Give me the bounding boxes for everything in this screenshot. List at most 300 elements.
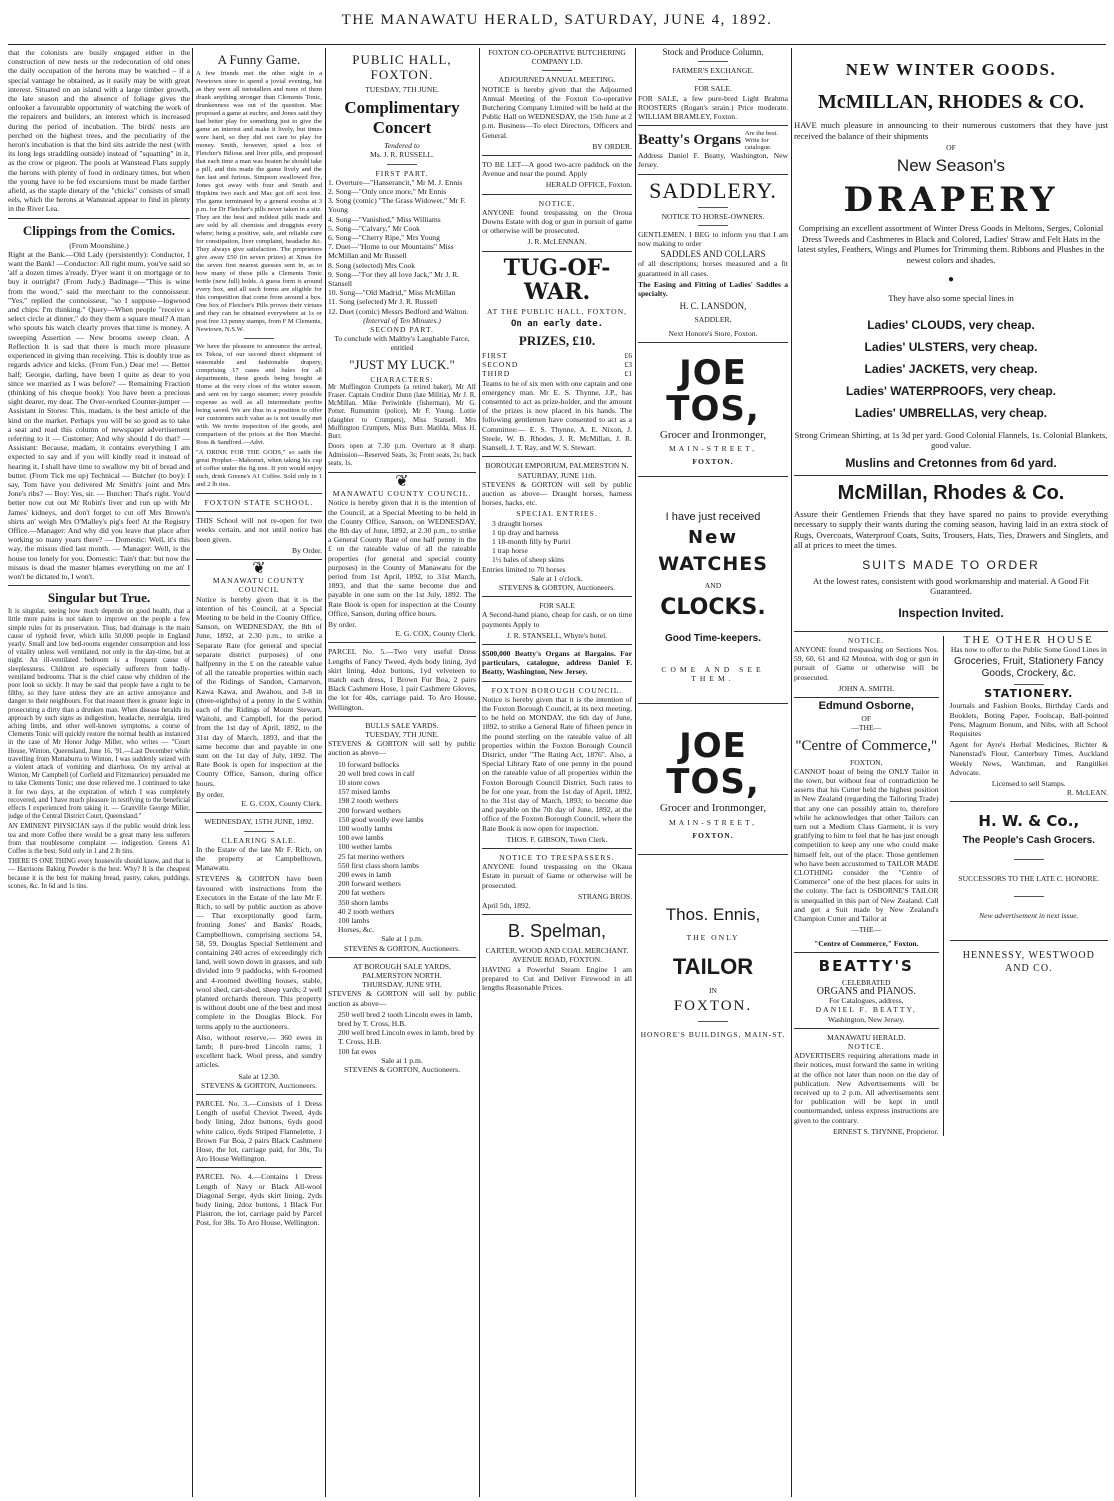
lansdon-address: Next Honore's Store, Foxton. (668, 328, 758, 338)
suits-made: SUITS MADE TO ORDER (862, 557, 1040, 572)
foxton-3: FOXTON. (673, 997, 753, 1014)
osborne-title: Edmund Osborne, (818, 700, 914, 713)
palmerston-sign: STEVENS & GORTON, Auctioneers. (343, 1065, 461, 1075)
list-item: 198 2 tooth wethers (338, 796, 399, 806)
singular-body: It is singular, seeing how much depends on good health, that a little more pains is not taken to improve on the people a few simple rules for its preservation. Thus, bad drainage is the main cause of typhoid fever, which kills 50,000 people in England yearly. Small and low bed-rooms engender consumption and loss of vitality unless well ventilated, not only in the day-time, but at night. An ill-ventilated bedroom is a frequent cause of sleeplessness. Children are especially sufferers from badly-ventilated bedrooms. That is the chief cause why children of the poor look so sickly. It may be said that people have a right to be filthy, so they have unless they are an active annoyance and danger to their neighbours. For that reason there is greater logic in prosecuting a dirty than a drunken man. When disease heralds its approach by such signs as indigestion, headache, neuralgia, tired aching limbs, and other well-known symptoms, a course of Clements Tonic will quickly restore the normal health as instanced in the case of Mr Honor Judge Miller, who writes — "Court House, Winton, Queensland, June 16, '91.—Last December while travelling from Muttaburra to Winton, I was suddenly seized with a violent attack of vomiting and diarrhoea. On my arrival at Winton, Mr Campbell (of Corfield and Fitzmaurice) persuaded me to take Clements Tonic; one dose relieved me. I continued to take it for two days, at the expiration of which I was completely recovered, and I have much pleasure in testifying to the beneficial effects I experienced from taking it. — Granville George Miller, judge of the Central District Court, Queensland." (8, 608, 190, 821)
other-house-title: THE OTHER HOUSE (963, 633, 1094, 646)
ennis-title: Thos. Ennis, (665, 905, 761, 925)
list-item: 200 ewes in lamb (338, 870, 392, 880)
divider (638, 703, 788, 704)
roosters-ad: FOR SALE, a few pure-bred Light Brahma ROOSTERS (Rogan's strain.) Price moderate. WILLIAM BRAMLEY, Foxton. (638, 93, 788, 122)
top-rule (8, 44, 1106, 45)
arrival-notice: We have the pleasure to announce the arrival, ex Tekoa, of our second direct shipment of seasonable and fashionable drapery, comprising 17 cases and bales for all departments, these goods being bought at Home at the very close of the winter season, and sent on by cargo steamer; every possible expense as well as all intermediate profits being saved. We are thus in a position to offer our customers such value as is not usually met with. We invite inspection of the goods, and comparison of the prices at the Bon Marché. Ross & Sandford.—Advt. (196, 343, 322, 446)
herald-title: MANAWATU HERALD. (827, 1032, 906, 1042)
honoree: Ms. J. R. RUSSELL. (370, 150, 434, 160)
coop-sub: ADJOURNED ANNUAL MEETING. (498, 75, 616, 85)
list-item: 100 wether lambs (338, 842, 392, 852)
list-item: 10 forward bullocks (338, 759, 400, 769)
divider (244, 338, 274, 339)
daniel-beatty: DANIEL F. BEATTY, (815, 1005, 917, 1015)
list-item: 157 mixed lambs (338, 787, 391, 797)
coop-title: FOXTON CO-OPERATIVE BUTCHERING COMPANY LD. (488, 48, 626, 67)
divider (698, 1021, 728, 1022)
physician-ad: AN EMINENT PHYSICIAN says if the public would drink less tea and more Coffee there would be a great many less sufferers from that troublesome complaint — indigestion. Greens A1 Coffee is the best. Sold only in 1 and 2 lb tins. (8, 823, 190, 856)
main-street: MAIN-STREET, (669, 444, 757, 454)
washington: Washington, New Jersey. (828, 1014, 905, 1024)
clippings-body: Right at the Bank.—Old Lady (persistently): Conductor, I want the Bank! —Conductor: All right mum, you've said so 'alf a dozen times a'ready. D'yer want it on mortgage or to buy it outright? (From Judy.) Badinage—"This is wine from the wood," said the merchant to the connoisseur. "Yes," replied the connoisseur, "so I suppose—logwood and chips. I'm thinking." Query—When people "receive a select circle at dinner," do they them a square meal? A man who spouts his watch clearly proves that time is money. A sweeping Assertion — New brooms sweep clean. A Reflection It is sad that there is much more pleasure experienced in giving than receiving. This is doubly true as regards advice and kicks. (From Fun.) Dear me! — Better half; Georgie, darling, have been I quite as dear to you since we married as I was before? — Remaining Fraction (thinking of his cheque book): You have been a precious sight dearer, my dear. The Over-worked Counter-jumper — Assistant in Stores: This, madam, is the best article of the kind on the market. Perhaps you will be so good as to take a seat and read this column of newspaper advertisement referring to it — Customer; And why should I do that? — Assistant: Because, madam, it contains everything I am expected to say and if you will kindly read it instead of hearing it, I shall have time to swallow my bit of bread and butter. (From Tick me up) Technical — Butcher (to boy): I say, Tom have you delivered Mr Smith's joint and Mrs Jone's ribs? — Boy: Yes, sir. — Butcher: That's right. You'd better now cut out Mr Robin's liver and run up with Mr James' kidneys, and don't forget to cut off Mrs Brown's shirts an' weigh Mrs O'Malley's pig's feet! At the Registry Office.—Manager: And why did you leave that place after working so many years there? — Domestic: Well, it's this way, the missus died last month. — Manager: Well, is the house too lonely for you. Domestic: Tain't that: but now the missus is dead the master blames everything on me an' I won't be dictated to, I won't. (8, 249, 190, 581)
successors: SUCCESSORS TO THE LATE C. HONORE. (958, 874, 1100, 884)
bullet-icon: ● (947, 274, 955, 286)
clippings-source: (From Moonshine.) (69, 240, 129, 250)
new-season: New Season's (896, 156, 1006, 176)
parcel-3-ad: PARCEL No. 3.—Consists of 1 Dress Length of useful Cheviot Tweed, 4yds body lining, 2doz buttons, 6yds good white calico, 6yds Striped Flannelette, 1 Brown Fur Boa, 2 pairs Black Cashmere Hose, the lot, carriage paid, for 30s, To Aro House Wellington. (196, 1098, 322, 1164)
divider (1014, 896, 1044, 897)
divider (698, 61, 728, 62)
hennessy-title: HENNESSY, WESTWOOD AND CO. (962, 949, 1095, 974)
column-5 (638, 48, 788, 1497)
parcel-5-ad: PARCEL No. 5.—Two very useful Dress Lengths of Fancy Tweed, 4yds body lining, 3yd skirt lining, 4doz buttons, 1yd velveteen to match each dress, 1 Brown Fur Boa, 2 pairs Black Cashmere Hose, 1 pair Cashmere Gloves, the lot for 40s, carriage paid. To Aro House, Wellington. (328, 647, 476, 712)
palmerston-date: THURSDAY, JUNE 9TH. (362, 980, 442, 990)
divider (8, 218, 190, 219)
mcmillan-title-2: McMillan, Rhodes & Co. (837, 481, 1065, 504)
doors-info: Doors open at 7.30 p.m. Overture at 8 sharp. Admission—Reserved Seats, 3s; Front seats, 2s; back seats, 1s. (328, 443, 476, 467)
list-item: 1 18-month filly by Purirí (492, 536, 571, 546)
programme-item: 7. Duet—"Home to our Mountains" Miss McMillan and Mr Russell (328, 242, 454, 261)
new-winter-goods: NEW WINTER GOODS. (845, 60, 1057, 79)
for-sale-body: A Second-hand piano, cheap for cash, or on time payments Apply to (482, 610, 632, 629)
emporium-title: BOROUGH EMPORIUM, PALMERSTON N. (485, 461, 629, 471)
emporium-date: SATURDAY, JUNE 11th. (517, 470, 597, 480)
palmerston-intro: STEVENS & GORTON will sell by public auction as above— (328, 989, 476, 1008)
divider (8, 585, 190, 586)
divider (638, 854, 788, 855)
osborne-of: OF (861, 714, 872, 724)
lower-left-ads (794, 636, 943, 1136)
divider (328, 716, 476, 717)
exchange-title: FARMER'S EXCHANGE. (672, 66, 754, 76)
easing-note: The Easing and Fitting of Ladies' Saddles a specialty. (638, 279, 788, 299)
time-keepers: Good Time-keepers. (665, 632, 761, 644)
special-entries-title: SPECIAL ENTRIES. (516, 509, 598, 519)
divider (698, 207, 728, 208)
heron-article: that the colonists are busily engaged either in the construction of new nests or the redecoration of old ones the daily occupation of the herons may be watched – if a special vantage be obtained, as it easily may be with great interest. Situated on an island with a large timber growth, the late season and the absence of foliage gives the onlooker a favourable opportunity of watching the work of the repairers and builders, an interest which is increased during the period of incubation. The birds' nests are perched on the highest trees, and the peculiarity of the heron's incubation is that the bird sits astride the nest (with its long legs straddling outside) instead of "squatting" in it, as the crow or pigeon. The pools at Wanstead Flats supply the herons with plenty of food in ordinary times, but when the young have to be fed excursions must be made farther afield, as the staple dietary of the "chicks" consists of small eels, which the herons at Wanstead appear to find in plenty in the River Lea. (8, 48, 190, 214)
divider (328, 957, 476, 958)
list-item: Horses, &c. (338, 925, 375, 935)
baking-powder-ad: THERE IS ONE THING every housewife should know, and that is — Harrisons Baking Powder is the best. Why? It is the cheapest because it is the best for making bread, pastry, cakes, puddings, scones, &c. In 6d and 1s tins. (8, 858, 190, 890)
spelman-body: HAVING a Powerful Steam Engine I am prepared to Cut and Deliver Firewood in all lengths Reasonable Prices. (482, 964, 632, 993)
clearing-intro: In the Estate of the late Mr F. Rich, on the property at Campbelltown, Manawatu. (196, 844, 322, 873)
divider (482, 644, 632, 645)
divider (387, 164, 417, 165)
stamps: Licensed to sell Stamps. (991, 779, 1066, 789)
council-title: MANAWATU COUNTY COUNCIL. (332, 489, 472, 499)
clippings-title: Clippings from the Comics. (22, 222, 176, 238)
clearing-sign: STEVENS & GORTON, Auctioneers. (200, 1080, 318, 1090)
spelman-sub: CARTER, WOOD AND COAL MERCHANT. (485, 946, 629, 956)
palmerston-sale: Sale at 1 p.m. (381, 1055, 423, 1065)
notice-body: ANYONE found trespassing on the Oroua Downs Estate with dog or gun in pursuit of game or otherwise will be prosecuted. (482, 207, 632, 236)
inspection-invited: Inspection Invited. (898, 605, 1004, 620)
special-entries-list (482, 519, 632, 565)
prize-row (482, 369, 632, 378)
parcel-4-ad: PARCEL No. 4.—Contains 1 Dress Length of Navy or Black All-wool Diagonal Serge, 4yds skirt lining, 2yds body lining, 2doz buttons, 1 Black Fur Plastron, the lot, carriage paid by Parcel Post, for 38s. To Aro House, Wellington. (196, 1172, 322, 1228)
trespass-body: ANYONE found trespassing on the Okaua Estate in pursuit of Game or otherwise will be prosecuted. (482, 862, 632, 890)
bulls-date: TUESDAY, 7TH JUNE. (365, 729, 439, 739)
coffee-ad: "A DRINK FOR THE GODS," so saith the great Prophet—Mahomet, when taking his cup of coffee under the fig tree. If you would enjoy such, drink Greene's A1 Coffee. Sold only in 1 and 2 lb tins. (196, 449, 322, 488)
bulls-intro: STEVENS & GORTON will sell by public auction as above— (328, 739, 476, 758)
beattys-title: BEATTY'S (818, 956, 914, 975)
programme-item: 10. Song—"Old Madrid," Miss McMillan (328, 288, 456, 298)
bulls-title: BULLS SALE YARDS. (365, 720, 439, 730)
to-let: TO BE LET—A good two-acre paddock on the Avenue and near the pound. Apply (482, 160, 632, 179)
first-part: FIRST PART. (375, 168, 429, 178)
groceries: Groceries, Fruit, Stationery Fancy Goods, Crockery, &c. (954, 656, 1104, 680)
council-sign: E. G. COX, County Clerk. (395, 629, 476, 639)
herald-notice: NOTICE. (847, 1041, 885, 1051)
divider (482, 251, 632, 252)
programme-item: 6. Song—"Cherry Ripe," Mrs Young (328, 233, 440, 243)
concert-date: TUESDAY, 7TH JUNE. (365, 85, 439, 94)
divider (196, 493, 322, 494)
divider (196, 1094, 322, 1095)
list-item: 1 tip dray and harness (492, 527, 559, 537)
come-see: COME AND SEE THEM. (661, 665, 765, 684)
osborne-the-2: —THE— (851, 925, 882, 935)
ladies-line: Ladies' JACKETS, very cheap. (864, 361, 1038, 376)
joe-tos-title-2: JOE TOS, (666, 726, 760, 803)
programme-item: 5. Song—"Calvary," Mr Cook (328, 223, 420, 233)
stationery-body: Journals and Fashion Books, Birthday Cards and Booklets, Boting Paper, Foolscap, Ball-pointed Pens, Magnum Bonum, and Nibs, with all School Requisites (949, 701, 1108, 739)
programme-list (328, 178, 476, 316)
list-item: 550 first class shorn lambs (338, 860, 419, 870)
list-item: 40 2 tooth wethers (338, 906, 395, 916)
divider (950, 801, 1108, 802)
programme-item: 9. Song—"For they all love Jack," Mr J. R. Stansell (328, 269, 460, 289)
clearing-date: WEDNESDAY, 15TH JUNE, 1892. (204, 817, 314, 827)
programme-item: 3. Song (comic) "The Grass Widower," Mr F. Young (328, 196, 466, 215)
entries-limit: Entries limited to 70 horses (482, 564, 566, 574)
foxton: FOXTON. (692, 457, 734, 467)
divider (638, 476, 788, 477)
comprising: Comprising an excellent assortment of Winter Dress Goods in Meltons, Serges, Colonial Dress Tweeds and Cashmeres in Black and Colored, Ladies' Straw and Felt Hats in the latest styles, Feathers, Wings and Plumes for Trimming them. Ribbons and Plushes in the newest colors and shades. (797, 223, 1105, 265)
agent-body: Agent for Ayre's Herbal Medicines, Richter & Nanenstad's Flour, Canterbury Times, Auckland Weekly News, Watchman, and Rangitikei Advocate. (949, 740, 1108, 777)
list-item: 200 forward wethers (338, 879, 401, 889)
celebrated: CELEBRATED (842, 977, 891, 987)
emporium-body: STEVENS & GORTON will sell by public auction as above— Draught horses, harness horses, hacks, etc. (482, 479, 632, 508)
beatty-organs-title: Beatty's Organs (638, 132, 741, 149)
lower-ads (794, 633, 1108, 1136)
beatty-organs-side: Are the best. Write for catalogue. (744, 130, 778, 152)
programme-item: 1. Overture—"Hanserancit," Mr M. J. Ennis (328, 177, 463, 187)
ladies-line: Ladies' UMBRELLAS, very cheap. (854, 405, 1048, 420)
council-sign: E. G. COX, County Clerk. (241, 799, 322, 809)
prize-amount: £1 (624, 369, 632, 379)
council-title: MANAWATU COUNTY COUNCIL (212, 576, 306, 595)
for-sale: FOR SALE. (694, 84, 732, 94)
divider (328, 642, 476, 643)
school-body: THIS School will not re-open for two weeks certain, and not until notice has been given. (196, 516, 322, 544)
auctioneer-sign: STEVENS & GORTON, Auctioneers. (498, 582, 616, 592)
council-body: Notice is hereby given that it is the intention of the Council, at a Special Meeting to be held in the County Office, Sanson, on WEDNESDAY, the 8th day of June, 1892, at 2.30 p.m., to strike a General County Rate of one half penny in the £ on the rateable value of all the rateable properties (for general and special county purposes) in the County of Manawatu for the period from 1st April, 1892, to 31st March, 1893, and that the same become due and payable in one sum on the 1st July, 1892. The Rate Book is open for inspection at the County Office, Sanson, during office hours. (328, 498, 476, 618)
prize-table (482, 351, 632, 379)
divider (638, 125, 788, 126)
programme-item: 4. Song—"Vanished," Miss Williams (328, 214, 441, 224)
palmerston-list (328, 1010, 476, 1056)
special-lines: They have also some special lines in (888, 293, 1014, 304)
prize-amount: £6 (624, 351, 632, 361)
osborne-the: —THE— (851, 723, 882, 733)
clearing-also: Also, without reserve,— 360 ewes in lamb; 8 pure-bred Lincoln rams; 1 excellent hack. Wool press, and sundry articles. (196, 1032, 322, 1070)
farce-title: "JUST MY LUCK." (349, 356, 455, 372)
column-1 (8, 48, 190, 1497)
programme-item: 11. Song (selected) Mr J. R. Russell (328, 297, 438, 307)
column-divider (479, 48, 480, 1497)
divider (482, 848, 632, 849)
borough-sign: THOS. F. GIBSON, Town Clerk. (506, 834, 608, 844)
saddles-collars: SADDLES AND COLLARS (660, 249, 766, 260)
programme-item: 8. Song (selected) Mrs Cook (328, 260, 416, 270)
prize-row (482, 351, 632, 360)
tug-of-war-title: TUG-OF-WAR. (503, 254, 611, 305)
divider (1014, 684, 1044, 685)
clocks-label: CLOCKS. (660, 594, 766, 620)
main-street-2: MAIN-STREET, (669, 817, 757, 827)
foxton-2: FOXTON. (692, 830, 734, 840)
council-by: By order. (196, 789, 225, 799)
divider (794, 631, 1108, 632)
tug-date: On an early date. (510, 318, 604, 329)
column-4 (482, 48, 632, 1497)
smith-notice-body: ANYONE found trespassing on Sections Nos. 59, 60, 61 and 62 Moutoa, with dog or gun in pursuit of Game or otherwise will be prosecuted. (794, 645, 939, 682)
muslins: Muslins and Cretonnes from 6d yard. (845, 455, 1057, 470)
divider (196, 511, 322, 512)
centre-of-commerce: "Centre of Commerce," (795, 737, 938, 754)
list-item: 100 fat ewes (338, 1046, 377, 1056)
hall-heading: PUBLIC HALL, FOXTON. (352, 52, 452, 82)
hw-title: H. W. & Co., (978, 812, 1080, 831)
divider (196, 812, 322, 813)
horse-owners-notice: NOTICE TO HORSE-OWNERS. (661, 211, 765, 221)
list-item: 200 well bred Lincoln ewes in lamb, bred by T. Cross, H.B. (338, 1028, 475, 1047)
divider (638, 174, 788, 175)
tendered: Tendered to (384, 141, 420, 151)
programme-item: 12. Duet (comic) Messrs Bedford and Walton. (328, 306, 469, 316)
divider (794, 475, 1108, 476)
column-divider (791, 48, 792, 1497)
bulls-sale: Sale at 1 p.m. (381, 934, 423, 944)
ladies-lines (794, 314, 1108, 424)
other-house-body: Has now to offer to the Public Some Good Lines in (950, 645, 1107, 655)
divider (482, 456, 632, 457)
divider (794, 1028, 939, 1029)
column-divider (192, 48, 193, 1497)
next-issue: New advertisement in next issue. (979, 910, 1079, 920)
divider (794, 697, 939, 698)
osborne-body: CANNOT boast of being the ONLY Tailor in the town, but without fear of contradiction he asserts that his Cutter held the highest position in New Zealand (regarding the Tailoring Trade) that any one can possibly attain to, therefore while he acknowledges that other Tailors can turn out a Medium Class Garment, it is very gratifying to him to feel that he has just enough competition to keep any one who could make himself felt, out of the place. Those gentlemen who have been accustomed to TAILOR MADE CLOTHING consider the "Centre of Commerce" one of the best places for suits in the colony. The fact is OSBORNE'S TAILOR is unequalled in this part of New Zealand. Call and get a Suit made by New Zealand's Champion Cutter and Tailor at (794, 766, 939, 924)
list-item: 200 fat wethers (338, 888, 385, 898)
ladies-line: Ladies' ULSTERS, very cheap. (864, 339, 1038, 354)
coop-sign: BY ORDER. (592, 141, 632, 151)
list-item: 100 lambs (338, 916, 370, 926)
list-item: 20 well bred cows in calf (338, 768, 415, 778)
borough-title: FOXTON BOROUGH COUNCIL. (491, 685, 623, 695)
school-sign: By Order. (292, 545, 322, 555)
council-body: Notice is hereby given that it is the intention of his Council, at a Special Meeting to be held in the County Office, Sanson, on WEDNESDAY, the 8th of June, 1892, at 2.30 p.m., to strike a Separate Rate (for general and special separate district purposes) of one halfpenny in the £ on the rateable value of all the rateable properties within each of the Ridings of Sandon, Carnarvon, Kawa Kawa, and Awahou, and 3-8 in (three-eighths) of a penny in the £ within each of the Ridings of Mount Stewart, Waitohi, and Campbell, for the period from the 1st day of April, 1892, to the 31st day of March, 1893, and that the same become due and payable in one sum on the 1st day of July, 1892. The Rate Book is open for inspection at the County Office, Sanson, during office hours. (196, 594, 322, 788)
the-only: THE ONLY (686, 933, 740, 943)
divider (542, 70, 572, 71)
school-title: FOXTON STATE SCHOOL. (204, 498, 314, 507)
second-part: SECOND PART. (370, 325, 434, 335)
trespass-title: NOTICE TO TRESPASSERS. (499, 853, 615, 863)
tailor-label: TAILOR (672, 954, 754, 980)
lansdon-name: H. C. LANSDON, (679, 301, 747, 312)
divider (482, 681, 632, 682)
stationery-title: STATIONERY. (984, 687, 1074, 701)
have-pleasure: HAVE much pleasure in announcing to their numerous customers that they have just received the balance of their shipments (794, 120, 1108, 141)
smith-sign: JOHN A. SMITH. (838, 683, 895, 693)
sale-time: Sale at 1 o'clock. (531, 573, 583, 583)
palmerston-title: AT BOROUGH SALE YARDS, PALMERSTON NORTH. (353, 961, 451, 981)
received: I have just received (665, 511, 761, 524)
column-3 (328, 48, 476, 1497)
list-item: 25 fat merino wethers (338, 851, 405, 861)
masthead: THE MANAWATU HERALD, SATURDAY, JUNE 4, 1892. (341, 12, 773, 28)
notice-sign: J. R. McLENNAN. (527, 237, 587, 247)
bulls-list (328, 760, 476, 935)
drapery-title: DRAPERY (843, 180, 1059, 221)
tug-location: AT THE PUBLIC HALL, FOXTON, (486, 306, 628, 316)
trespass-date: April 5th, 1892. (482, 901, 531, 911)
divider (698, 225, 728, 226)
list-item: 100 woolly lambs (338, 824, 393, 834)
notice-title: NOTICE. (538, 198, 576, 208)
clearing-body: STEVENS & GORTON have been favoured with instructions from the Executors in the Estate of the late Mr F. Rich, to sell by public auction as above— That exceptionally good farm, fronting Jones' and Banks' Roads, Campbelltown, comprising sections 54, 58, 59, Douglas Special Settlement and containing 240 acres of exceedingly rich land, well sown down in grasses, and sub divided into 9 paddocks, with 6-roomed and 4-roomed dwelling houses, stable, wool shed, cart-shed, sheep yards; 2 well planted orchards thereon. This property is without doubt one of the best and most complete in the Douglas Block. For terms apply to the auctioneers. (196, 874, 322, 1031)
list-item: 1 trap horse (492, 546, 528, 556)
strong-shirting: Strong Crimean Shirting, at 1s 3d per yard. Good Colonial Flannels, 1s. Colonial Blankets, good value. (794, 429, 1108, 451)
programme-item: 2. Song—"Only once more," Mr Ennis (328, 187, 447, 197)
divider (482, 194, 632, 195)
grocer-label-2: Grocer and Ironmonger, (659, 802, 767, 815)
mclean-sign: R. McLEAN. (1066, 788, 1108, 798)
divider (794, 952, 939, 953)
list-item: 3 draught horses (492, 518, 543, 528)
assure: Assure their Gentlemen Friends that they have spared no pains to provide everything necessary to supply their wants during the coming season, having laid in an extra stock of Rugs, Overcoats, Waterproof Coats, Suits, Trousers, Hats, Ties, Drawers and Singlets, and all at prices to meet the times. (794, 508, 1108, 551)
prize-label: FIRST (482, 351, 508, 361)
list-item: 150 good woolly ewe lambs (338, 814, 424, 824)
ladies-line: Ladies' WATERPROOFS, very cheap. (845, 383, 1057, 398)
organs-pianos: ORGANS and PIANOS. (816, 985, 916, 997)
divider (950, 940, 1108, 941)
saddlery-title: SADDLERY. (649, 177, 777, 203)
list-item: 1½ bales of sheep skins (492, 555, 564, 565)
prize-row (482, 360, 632, 369)
tug-prizes: PRIZES, £10. (518, 333, 596, 349)
osborne-foxton: FOXTON, (850, 757, 883, 767)
mcmillan-title: McMILLAN, RHODES & CO. (817, 91, 1085, 113)
spelman-title: B. Spelman, (507, 921, 607, 942)
divider (698, 79, 728, 80)
and-label: AND (704, 580, 722, 590)
new-label: New (688, 526, 738, 548)
prize-label: THIRD (482, 369, 511, 379)
for-sale-title: FOR SALE (539, 601, 575, 611)
column-6 (794, 48, 1108, 1497)
grocer-label: Grocer and Ironmonger, (659, 428, 767, 441)
borough-body: Notice is hereby given that it is the intention of the Foxton Borough Council, at its next meeting, to be held on MONDAY, the 6th day of June, 1892, to strike a General Rate of fifteen pence in the pound sterling on the rateable value of all properties within the Foxton Borough Council District, under "The Rating Act, 1876". Also, a Special Library Rate of one penny in the pound on the rateable value of all properties within the Foxton Borough Council District. Such rates to be for one year, from the 1st day of April, 1892, to the 31st day of March, 1893; to become due and payable on the 7th day of June, 1892, at the office of the Foxton Borough Council, where the Rate Book is now open for inspection. (482, 694, 632, 833)
in-label: IN (708, 986, 717, 996)
singular-title: Singular but True. (47, 590, 151, 606)
ladies-line: Ladies' CLOUDS, very cheap. (867, 317, 1035, 332)
divider (1014, 859, 1044, 860)
beatty-organs-ad (638, 130, 788, 151)
interval: (Interval of Ten Minutes.) (363, 315, 441, 325)
centre-of-commerce-2: "Centre of Commerce," Foxton. (814, 938, 919, 948)
crest-icon: ❦ (395, 472, 409, 490)
prize-label: SECOND (482, 360, 519, 370)
funny-game-title: A Funny Game. (217, 52, 301, 67)
divider (482, 596, 632, 597)
lowest-rates: At the lowest rates, consistent with good workmanship and material. A Good Fit Guaranteed. (813, 575, 1089, 597)
stock-title: Stock and Produce Column. (662, 48, 764, 57)
cash-grocers: The People's Cash Grocers. (962, 835, 1095, 847)
funny-game-body: A few friends met the other night in a Newtown store to spend a jovial evening, but as they were all teetotallers and none of them drank anything stronger than Clements Tonic, drunkenness was out of the question. Mac proposed a game at euchre, and Jones said they had better play for something just to give the game an interest and make it lively, but times were hard, so they did not care to play for money. Smith, however, spied a box of Fletcher's Bilious and liver pills, and proposed that each time a man was beaten he should take a pill, and this made the game lively and the fun fast and furious. Simpson swallowed five, Jones got away with four and Smith and Hopkins two each and Mac got off scot free. The game terminated by a general exodus at 3 p.m. for Dr Fletcher's pills never taken in a sitz. They are the best and mildest pills made and are sold by all chemists and druggists every where; being a positive, safe, and reliable cure for constipation, liver complaint, headache &c. They always give satisfaction. The proprietors give away £50 (in seven prizes) at Xmas for the seven first nearest guesses sent in, as to how many of these pills a Clements Tonic bottle (new full) holds. A guess form is around every box, and all such forms are eligible for this competition that come from around a box. One box of Fletcher's Pills proves their virtues and they can be obtained everywhere at 1s or post free 13 penny stamps, from F M Clements, Newtown, N.S.W. (196, 70, 322, 333)
smith-notice-title: NOTICE. (847, 635, 885, 645)
list-item: 250 well bred 2 tooth Lincoln ewes in lamb, bred by T. Cross, H.B. (338, 1009, 473, 1029)
saddlery-body: GENTLEMEN. I BEG to inform you that I am now making to order (638, 229, 788, 249)
prize-amount: £3 (624, 360, 632, 370)
council-by: By order. (328, 619, 357, 629)
joe-tos-title: JOE TOS, (666, 352, 760, 429)
divider (638, 342, 788, 343)
divider (482, 155, 632, 156)
lower-right-ads (943, 633, 1108, 1136)
trespass-sign: STRANG BROS. (577, 891, 632, 901)
watches-label: WATCHES (658, 552, 768, 575)
herald-body: ADVERTISERS requiring alterations made in their notices, must forward the same in writing at the office not later than noon on the day of publication. New Advertisements will be received up to 2 p.m. All advertisements sent for publication will be kept in until countermanded, unless express instructions are given to the contrary. (794, 1051, 939, 1125)
list-item: 100 ewe lambs (338, 833, 384, 843)
list-item: 200 forward wethers (338, 805, 401, 815)
bulls-sign: STEVENS & GORTON, Auctioneers. (343, 943, 461, 953)
tug-body: Teams to be of six men with one captain and one emergency man. Mr E. S. Thynne, J.P., has consented to act as prize-holder, and the amount of the prizes is now placed in his hands. The following gentlemen have consented to act as a Committee:— E. S. Thynne, A. E. Nixon, J. Steele, W. B. Rhodes, J. R. McMillan, J. R. Stansell, J. T. Ray, and W. S. Stewart. (482, 378, 632, 453)
beatty-bargains-ad: $500,000 Beatty's Organs at Bargains. For particulars, catalogue, address Daniel F. Beatty, Washington, New Jersey. (482, 648, 632, 677)
spelman-address: AVENUE ROAD, FOXTON. (511, 955, 602, 965)
saddler: SADDLER, (694, 315, 732, 325)
column-divider (325, 48, 326, 1497)
clearing-sale: Sale at 12.30. (238, 1071, 280, 1081)
to-let-sign: HERALD OFFICE, Foxton. (545, 180, 632, 190)
concert-title: Complimentary Concert (344, 98, 460, 138)
divider (244, 831, 274, 832)
divider (196, 1167, 322, 1168)
thynne-sign: ERNEST S. THYNNE, Proprietor. (832, 1126, 939, 1136)
list-item: 10 store cows (338, 778, 380, 787)
beatty-organs-address: Address Daniel F. Beatty, Washington, New Jersey. (638, 151, 788, 170)
for-sale-sign: J. R. STANSELL, Whyte's hotel. (506, 630, 608, 640)
of-label: OF (946, 143, 956, 152)
characters: Mr Muffington Crumpets (a retired baker), Mr Alf Fraser. Captain Creditor Dunn (late Militia), Mr J. R. McMillan. Mike Periwinkle (fisherman), Mr G. Potter. Rumumim (police), Mr F. Young. Lottie (daughter to Crumpets), Miss Stansell. Mrs Muffington Crumpets, Miss Burr. Matilda, Miss H. Burr. (328, 383, 476, 441)
column-divider (635, 48, 636, 1497)
column-2 (196, 48, 322, 1497)
coop-body: NOTICE is hereby given that the Adjourned Annual Meeting of the Foxton Co-operative Butchering Company Limited will be held at the Public Hall on WEDNESDAY, the 15th June at 2 p.m. Business—To elect Directors, Officers and General. (482, 84, 632, 140)
catalogues: For Catalogues, address, (828, 996, 904, 1006)
list-item: 350 shorn lambs (338, 897, 389, 907)
crest-icon: ❦ (252, 560, 266, 578)
saddlery-more: of all descriptions; horses measured and a fit guaranteed in all cases. (638, 259, 788, 278)
farce-intro: To conclude with Maltby's Laughable Farce, entitled (334, 334, 470, 353)
honore-buildings: HONORE'S BUILDINGS, MAIN-ST. (640, 1029, 786, 1039)
characters-heading: CHARACTERS: (370, 374, 434, 384)
clearing-title: CLEARING SALE. (221, 835, 297, 845)
